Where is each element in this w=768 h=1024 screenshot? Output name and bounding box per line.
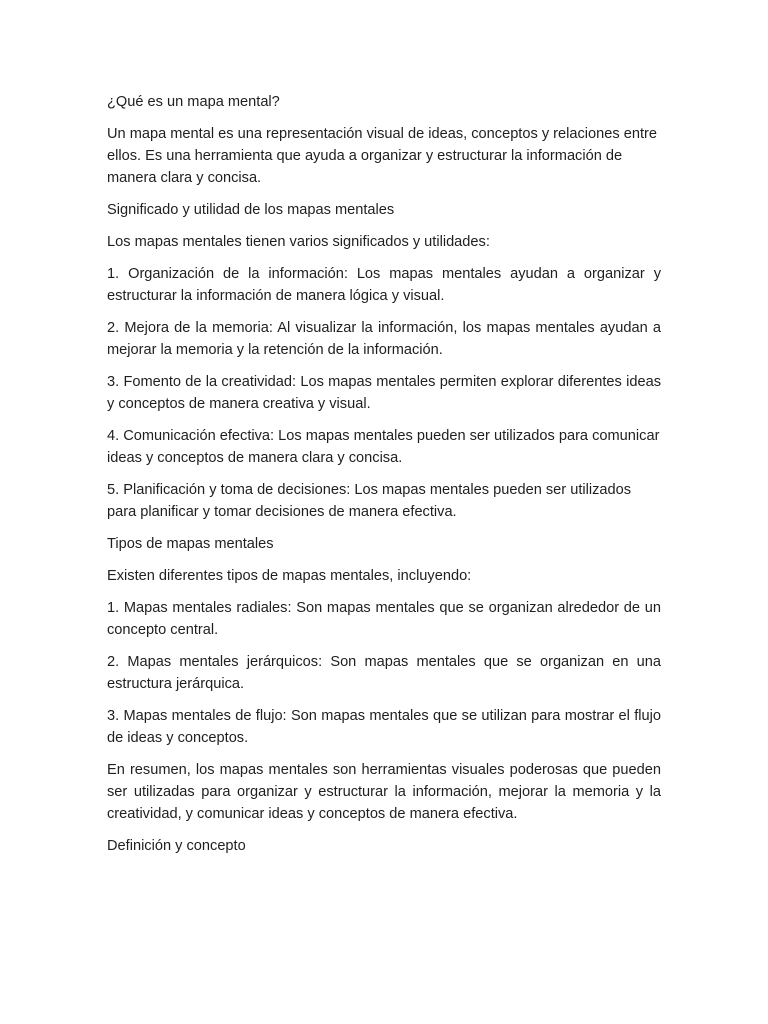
paragraph-resumen: En resumen, los mapas mentales son herramientas visuales poderosas que pueden ser utilizadas para organizar y estructurar la información, mejorar la memoria y la creatividad, y comunicar ideas y conceptos de manera efectiva. [107, 762, 661, 822]
list-item-flujo: 3. Mapas mentales de flujo: Son mapas mentales que se utilizan para mostrar el flujo de ideas y conceptos. [107, 708, 661, 746]
list-item-memoria: 2. Mejora de la memoria: Al visualizar la información, los mapas mentales ayudan a mejorar la memoria y la retención de la información. [107, 320, 661, 358]
list-item-organizacion: 1. Organización de la información: Los mapas mentales ayudan a organizar y estructurar la información de manera lógica y visual. [107, 266, 661, 304]
paragraph-definition: Un mapa mental es una representación visual de ideas, conceptos y relaciones entre ellos. Es una herramienta que ayuda a organizar y estructurar la información de manera clara y concisa. [107, 126, 658, 186]
paragraph-tipos-intro: Existen diferentes tipos de mapas mentales, incluyendo: [107, 568, 472, 584]
list-item-jerarquicos: 2. Mapas mentales jerárquicos: Son mapas mentales que se organizan en una estructura jerárquica. [107, 654, 661, 692]
heading-significado: Significado y utilidad de los mapas mentales [107, 202, 395, 218]
list-item-creatividad: 3. Fomento de la creatividad: Los mapas mentales permiten explorar diferentes ideas y conceptos de manera creativa y visual. [107, 374, 661, 412]
list-item-planificacion: 5. Planificación y toma de decisiones: Los mapas mentales pueden ser utilizados para planificar y tomar decisiones de manera efectiva. [107, 482, 632, 520]
list-item-radiales: 1. Mapas mentales radiales: Son mapas mentales que se organizan alrededor de un concepto central. [107, 600, 661, 638]
paragraph-utilidades-intro: Los mapas mentales tienen varios significados y utilidades: [107, 234, 490, 250]
heading-que-es: ¿Qué es un mapa mental? [107, 94, 280, 110]
document-page [107, 91, 661, 867]
heading-tipos: Tipos de mapas mentales [107, 536, 274, 552]
heading-definicion: Definición y concepto [107, 838, 246, 854]
list-item-comunicacion: 4. Comunicación efectiva: Los mapas mentales pueden ser utilizados para comunicar ideas y conceptos de manera clara y concisa. [107, 428, 660, 466]
